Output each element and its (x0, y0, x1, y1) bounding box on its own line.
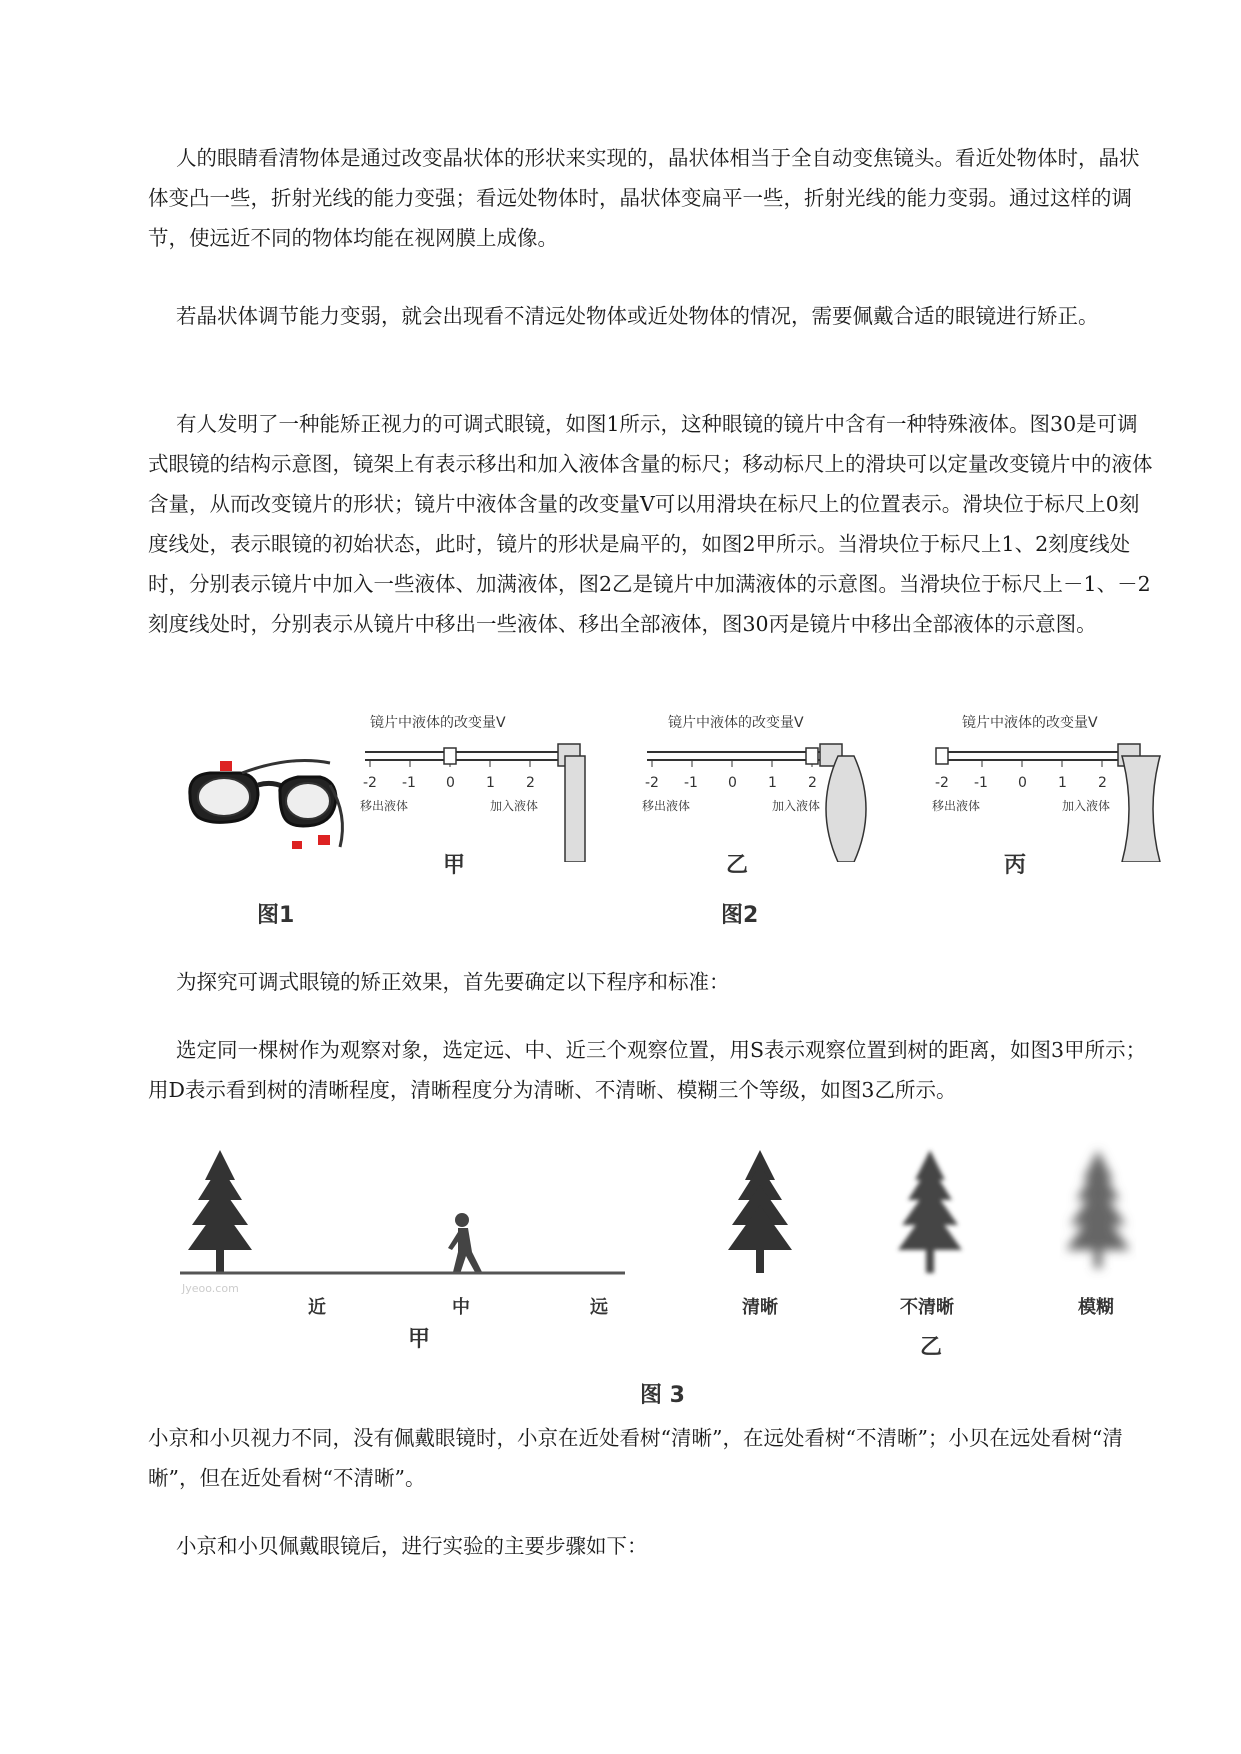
scale-panel-jia (360, 712, 600, 862)
clarity-unclear: 不清晰 (900, 1297, 954, 1318)
tick-label: 1 (1058, 775, 1067, 791)
flat-lens (565, 756, 585, 862)
paragraph-7: 小京和小贝佩戴眼镜后，进行实验的主要步骤如下： (176, 1534, 648, 1558)
slider-handle (806, 748, 818, 764)
paragraph-4: 为探究可调式眼镜的矫正效果，首先要确定以下程序和标准： (176, 970, 730, 994)
position-near: 近 (308, 1297, 326, 1318)
tick-label: 2 (526, 775, 535, 791)
tick-label: 1 (486, 775, 495, 791)
remove-label: 移出液体 (642, 799, 691, 813)
tick-label: 0 (728, 775, 737, 791)
tick-label: -2 (645, 775, 659, 791)
figure-2-panel-yi (642, 712, 882, 862)
walking-person-icon (448, 1213, 482, 1274)
figure-3-label-jia: 甲 (408, 1327, 431, 1352)
figure-2-panel-bing (932, 712, 1172, 862)
scale-title: 镜片中液体的改变量V (370, 715, 506, 731)
tick-label: -2 (935, 775, 949, 791)
figure-3-yi (700, 1140, 1160, 1320)
slider-handle (444, 748, 456, 764)
clear-tree-icon (728, 1150, 792, 1273)
add-label: 加入液体 (1062, 799, 1111, 813)
tick-label: -1 (402, 775, 416, 791)
figure-1-caption: 图1 (257, 903, 295, 928)
panel-label-bing: 丙 (1004, 853, 1027, 878)
figure-2-caption: 图2 (721, 903, 759, 928)
paragraph-3: 有人发明了一种能矫正视力的可调式眼镜，如图1所示，这种眼镜的镜片中含有一种特殊液体。图30是可调式眼镜的结构示意图，镜架上有表示移出和加入液体含量的标尺；移动标尺上的滑块可以定量改变镜片中的液体含量，从而改变镜片的形状；镜片中液体含量的改变量V可以用滑块在标尺上的位置表示。滑块位于标尺上0刻度线处，表示眼镜的初始状态，此时，镜片的形状是扁平的，如图2甲所示。当滑块位于标尺上1、2刻度线处时，分别表示镜片中加入一些液体、加满液体，图2乙是镜片中加满液体的示意图。当滑块位于标尺上－1、－2刻度线处时，分别表示从镜片中移出一些液体、移出全部液体，图30丙是镜片中移出全部液体的示意图。 (148, 412, 1153, 636)
tick-label: -1 (684, 775, 698, 791)
clarity-clear: 清晰 (742, 1297, 778, 1318)
paragraph-6: 小京和小贝视力不同，没有佩戴眼镜时，小京在近处看树“清晰”，在远处看树“不清晰”；小贝在远处看树“清晰”，但在近处看树“不清晰”。 (148, 1426, 1123, 1490)
slider-handle (936, 748, 948, 764)
tick-label: 2 (808, 775, 817, 791)
tree-icon (188, 1150, 252, 1273)
tick-label: 1 (768, 775, 777, 791)
scale-title: 镜片中液体的改变量V (668, 715, 804, 731)
concave-lens (1122, 756, 1160, 862)
distance-scene (180, 1140, 630, 1320)
tick-label: 0 (1018, 775, 1027, 791)
scale-panel-bing (932, 712, 1172, 862)
figure-3-caption: 图 3 (640, 1383, 685, 1408)
add-label: 加入液体 (490, 799, 539, 813)
remove-label: 移出液体 (932, 799, 981, 813)
convex-lens (826, 756, 866, 862)
watermark: Jyeoo.com (182, 1282, 239, 1295)
figure-3-jia (180, 1140, 630, 1320)
figure-3-label-yi: 乙 (920, 1335, 943, 1360)
remove-label: 移出液体 (360, 799, 409, 813)
paragraph-2: 若晶状体调节能力变弱，就会出现看不清远处物体或近处物体的情况，需要佩戴合适的眼镜进行矫正。 (176, 304, 1099, 328)
tick-label: 0 (446, 775, 455, 791)
tick-label: -2 (363, 775, 377, 791)
paragraph-1: 人的眼睛看清物体是通过改变晶状体的形状来实现的，晶状体相当于全自动变焦镜头。看近处物体时，晶状体变凸一些，折射光线的能力变强；看远处物体时，晶状体变扁平一些，折射光线的能力变弱。通过这样的调节，使远近不同的物体均能在视网膜上成像。 (148, 146, 1140, 250)
add-label: 加入液体 (772, 799, 821, 813)
figure-2-panel-jia (360, 712, 600, 862)
scale-title: 镜片中液体的改变量V (962, 715, 1098, 731)
blurry-tree-icon (1066, 1150, 1130, 1268)
position-middle: 中 (452, 1297, 470, 1318)
figure-1-glasses (180, 755, 350, 875)
tick-label: -1 (974, 775, 988, 791)
tick-label: 2 (1098, 775, 1107, 791)
unclear-tree-icon (898, 1150, 962, 1273)
clarity-blurry: 模糊 (1078, 1297, 1114, 1318)
glasses-illustration (180, 755, 350, 875)
panel-label-yi: 乙 (726, 853, 749, 878)
panel-label-jia: 甲 (443, 853, 466, 878)
clarity-levels (700, 1140, 1160, 1320)
paragraph-5: 选定同一棵树作为观察对象，选定远、中、近三个观察位置，用S表示观察位置到树的距离，如图3甲所示；用D表示看到树的清晰程度，清晰程度分为清晰、不清晰、模糊三个等级，如图3乙所示。 (148, 1038, 1147, 1102)
scale-panel-yi (642, 712, 882, 862)
position-far: 远 (590, 1297, 608, 1318)
